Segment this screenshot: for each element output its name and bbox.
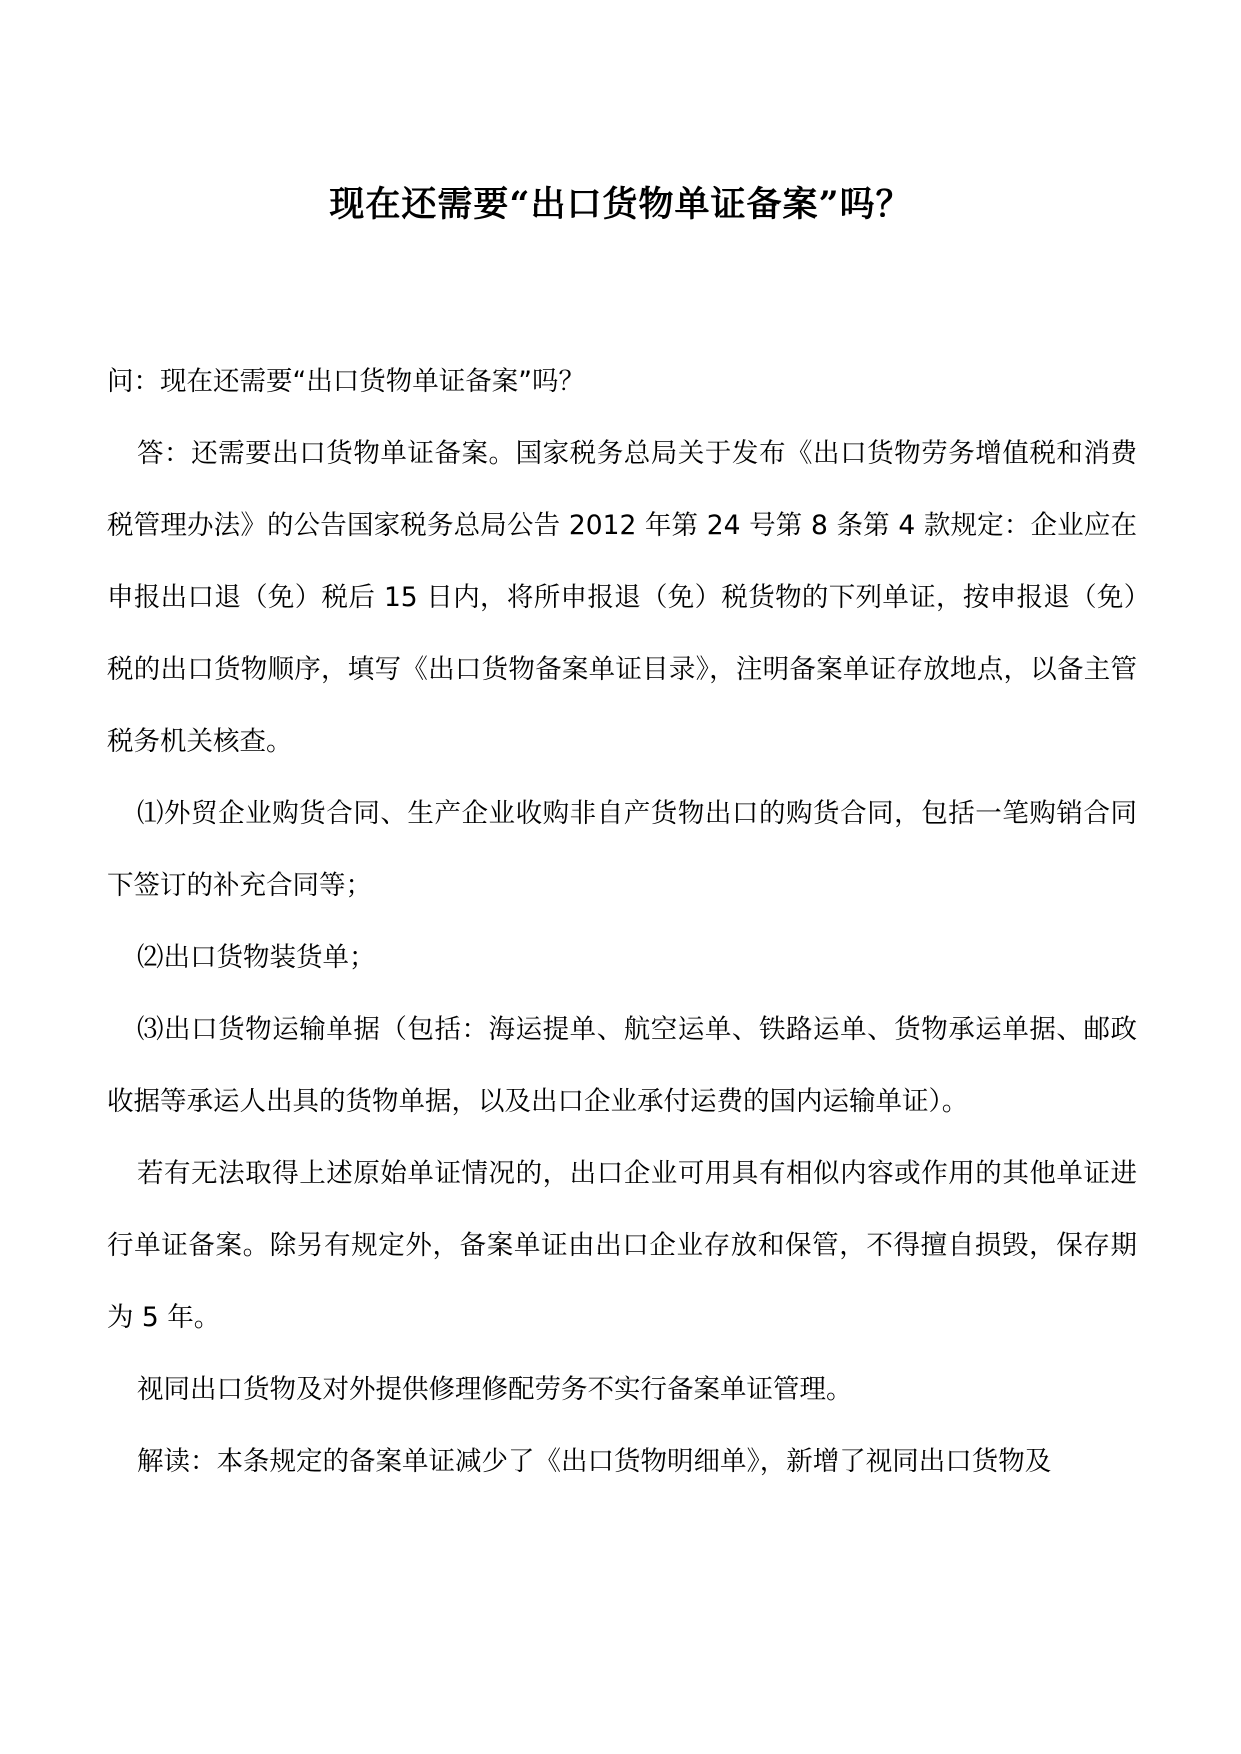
- interpretation-paragraph: 解读：本条规定的备案单证减少了《出口货物明细单》，新增了视同出口货物及: [137, 1446, 1052, 1477]
- answer-paragraph: 答：还需要出口货物单证备案。国家税务总局关于发布《出口货物劳务增值税和消费税管理办法》的公告国家税务总局公告 2012 年第 24 号第 8 条第 4 款规定：企业应在申报出口退（免）税后 15 日内，将所申报退（免）税货物的下列单证，按申报退（免）税的出口货物顺序，填写《出口货物备案单证目录》，注明备案单证存放地点，以备主管税务机关核查。: [107, 438, 1137, 757]
- list-item-3: ⑶出口货物运输单据（包括：海运提单、航空运单、铁路运单、货物承运单据、邮政收据等承运人出具的货物单据，以及出口企业承付运费的国内运输单证）。: [107, 1014, 1137, 1117]
- question-paragraph: 问：现在还需要“出口货物单证备案”吗？: [107, 366, 585, 397]
- list-item-1: ⑴外贸企业购货合同、生产企业收购非自产货物出口的购货合同，包括一笔购销合同下签订的补充合同等；: [107, 798, 1137, 901]
- document-body: [107, 346, 1137, 1498]
- list-item-2: ⑵出口货物装货单；: [137, 942, 376, 973]
- exception-paragraph: 若有无法取得上述原始单证情况的，出口企业可用具有相似内容或作用的其他单证进行单证备案。除另有规定外，备案单证由出口企业存放和保管，不得擅自损毁，保存期为 5 年。: [107, 1158, 1137, 1333]
- document-title: 现在还需要“出口货物单证备案”吗？: [329, 184, 912, 226]
- note-paragraph: 视同出口货物及对外提供修理修配劳务不实行备案单证管理。: [137, 1374, 853, 1405]
